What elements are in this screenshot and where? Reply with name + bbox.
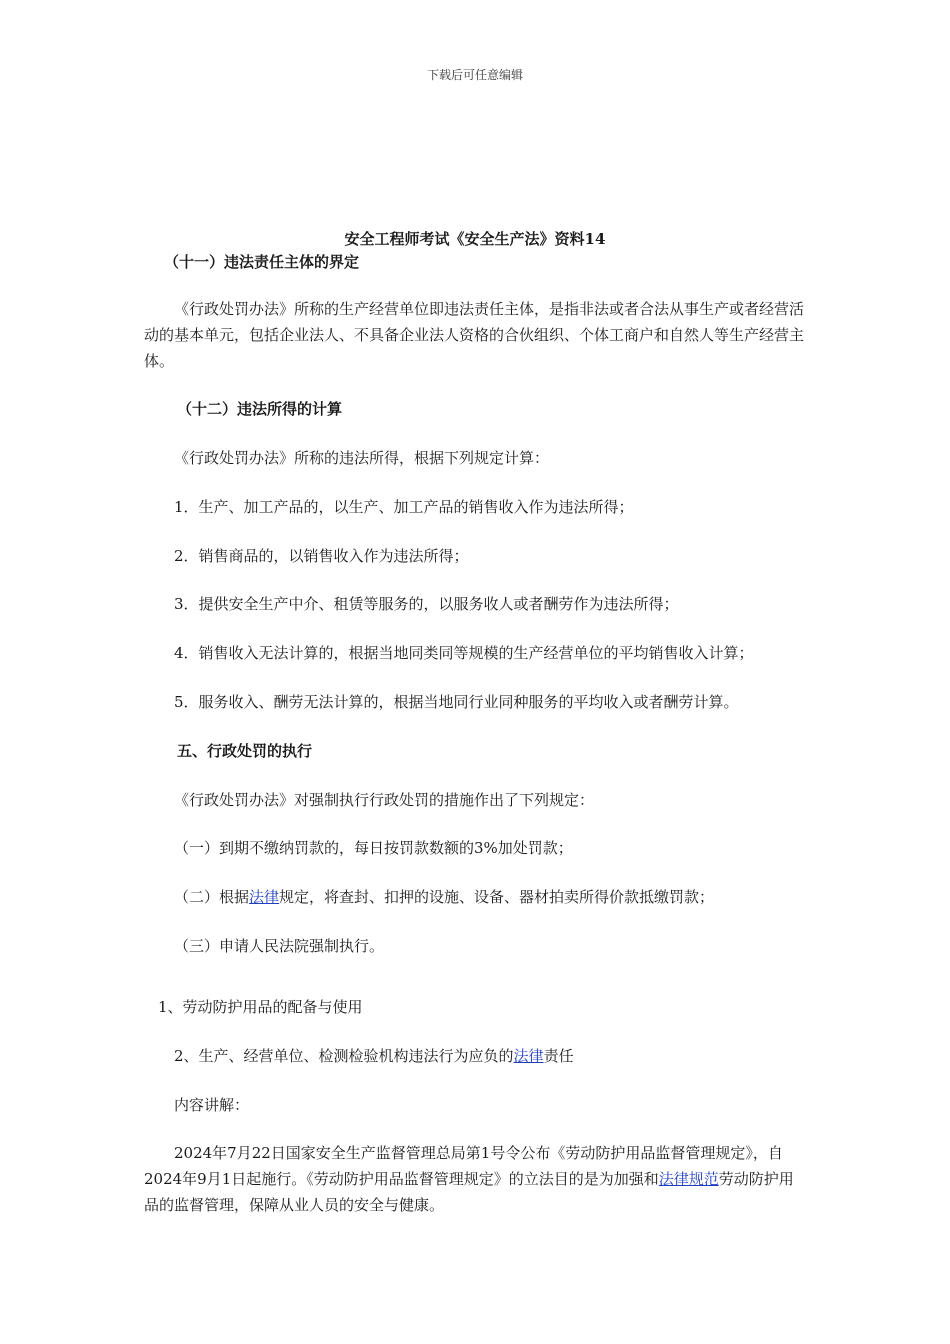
list-item: 1．生产、加工产品的，以生产、加工产品的销售收入作为违法所得； (174, 498, 634, 516)
list-item (174, 887, 714, 907)
list-item: 3．提供安全生产中介、租赁等服务的，以服务收人或者酬劳作为违法所得； (174, 595, 679, 613)
list-item: 4．销售收入无法计算的，根据当地同类同等规模的生产经营单位的平均销售收入计算； (174, 644, 754, 662)
section-5-heading: 五、行政处罚的执行 (177, 742, 313, 760)
item-text: 规定，将查封、扣押的设施、设备、器材拍卖所得价款抵缴罚款； (279, 888, 715, 906)
section-12-heading: （十二）违法所得的计算 (177, 400, 343, 418)
item-text: （二）根据 (174, 888, 250, 906)
paragraph-text: 劳动防护用品的监督管理，保障从业人员的安全与健康。 (144, 1170, 794, 1214)
list-item: 2．销售商品的，以销售收入作为违法所得； (174, 547, 469, 565)
section-5-intro: 《行政处罚办法》对强制执行行政处罚的措施作出了下列规定： (174, 791, 595, 809)
document-title: 安全工程师考试《安全生产法》资料14 (344, 230, 606, 248)
section-12-intro: 《行政处罚办法》所称的违法所得，根据下列规定计算： (174, 449, 550, 467)
explain-paragraph (144, 1140, 808, 1218)
law-link[interactable]: 法律 (249, 888, 280, 906)
topic-text: 2、生产、经营单位、检测检验机构违法行为应负的 (174, 1047, 514, 1065)
law-link[interactable]: 法律 (513, 1047, 544, 1065)
page-header: 下载后可任意编辑 (426, 68, 523, 82)
explain-label: 内容讲解： (174, 1096, 250, 1114)
list-item: 5．服务收入、酬劳无法计算的，根据当地同行业同种服务的平均收入或者酬劳计算。 (174, 693, 739, 711)
topic-2 (174, 1046, 574, 1066)
section-11-paragraph: 《行政处罚办法》所称的生产经营单位即违法责任主体，是指非法或者合法从事生产或者经营活动的基本单元，包括企业法人、不具备企业法人资格的合伙组织、个体工商户和自然人等生产经营主体。 (144, 300, 805, 370)
topic-1: 1、劳动防护用品的配备与使用 (158, 998, 363, 1016)
list-item: （一）到期不缴纳罚款的，每日按罚款数额的3%加处罚款； (174, 839, 573, 857)
topic-text: 责任 (543, 1047, 574, 1065)
section-11-heading: （十一）违法责任主体的界定 (164, 253, 360, 271)
paragraph-text: 2024年7月22日国家安全生产监督管理总局第1号令公布《劳动防护用品监督管理规定》，自2024年9月1日起施行。《劳动防护用品监督管理规定》的立法目的是为加强和 (144, 1144, 783, 1188)
law-regulation-link[interactable]: 法律规范 (658, 1170, 719, 1188)
list-item: （三）申请人民法院强制执行。 (174, 937, 385, 955)
